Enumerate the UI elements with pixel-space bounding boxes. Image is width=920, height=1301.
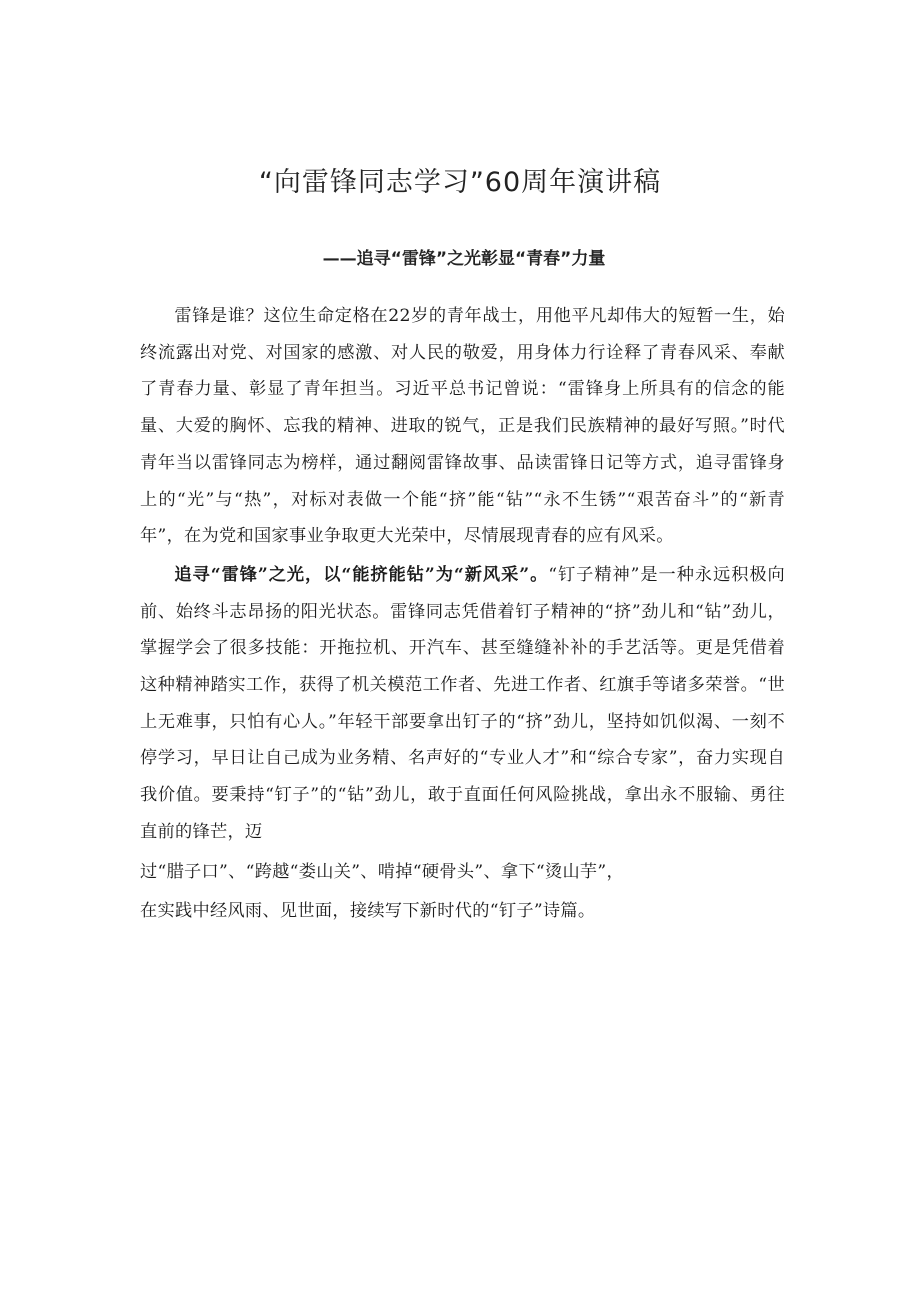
document-body [140, 298, 785, 930]
paragraph-nail-spirit [140, 557, 785, 851]
document-subtitle: ——追寻“雷锋”之光彰显“青春”力量 [322, 249, 606, 269]
paragraph-intro: 雷锋是谁？这位生命定格在22岁的青年战士，用他平凡却伟大的短暂一生，始终流露出对党、对国家的感激、对人民的敬爱，用身体力行诠释了青春风采、奉献了青春力量、彰显了青年担当。习近平总书记曾说：“雷锋身上所具有的信念的能量、大爱的胸怀、忘我的精神、进取的锐气，正是我们民族精神的最好写照。”时代青年当以雷锋同志为榜样，通过翻阅雷锋故事、品读雷锋日记等方式，追寻雷锋身上的“光”与“热”，对标对表做一个能“挤”能“钻”“永不生锈”“艰苦奋斗”的“新青年”，在为党和国家事业争取更大光荣中，尽情展现青春的应有风采。 [140, 306, 785, 547]
paragraph-lead: 追寻“雷锋”之光，以“能挤能钻”为“新风采”。 [174, 564, 549, 585]
document-title: “向雷锋同志学习”60周年演讲稿 [258, 167, 662, 198]
paragraph-body: “钉子精神”是一种永远积极向前、始终斗志昂扬的阳光状态。雷锋同志凭借着钉子精神的“挤”劲儿和“钻”劲儿，掌握学会了很多技能：开拖拉机、开汽车、甚至缝缝补补的手艺活等。更是凭借着这种精神踏实工作，获得了机关模范工作者、先进工作者、红旗手等诸多荣誉。“世上无难事，只怕有心人。”年轻干部要拿出钉子的“挤”劲儿，坚持如饥似渴、一刻不停学习，早日让自己成为业务精、名声好的“专业人才”和“综合专家”，奋力实现自我价值。要秉持“钉子”的“钻”劲儿，敢于直面任何风险挑战，拿出永不服输、勇往直前的锋芒，迈 [140, 564, 786, 842]
text-line: 过“腊子口”、“跨越“娄山关”、啃掉“硬骨头”、拿下“烫山芋”， [140, 861, 624, 882]
text-line: 在实践中经风雨、见世面，接续写下新时代的“钉子”诗篇。 [140, 901, 596, 922]
